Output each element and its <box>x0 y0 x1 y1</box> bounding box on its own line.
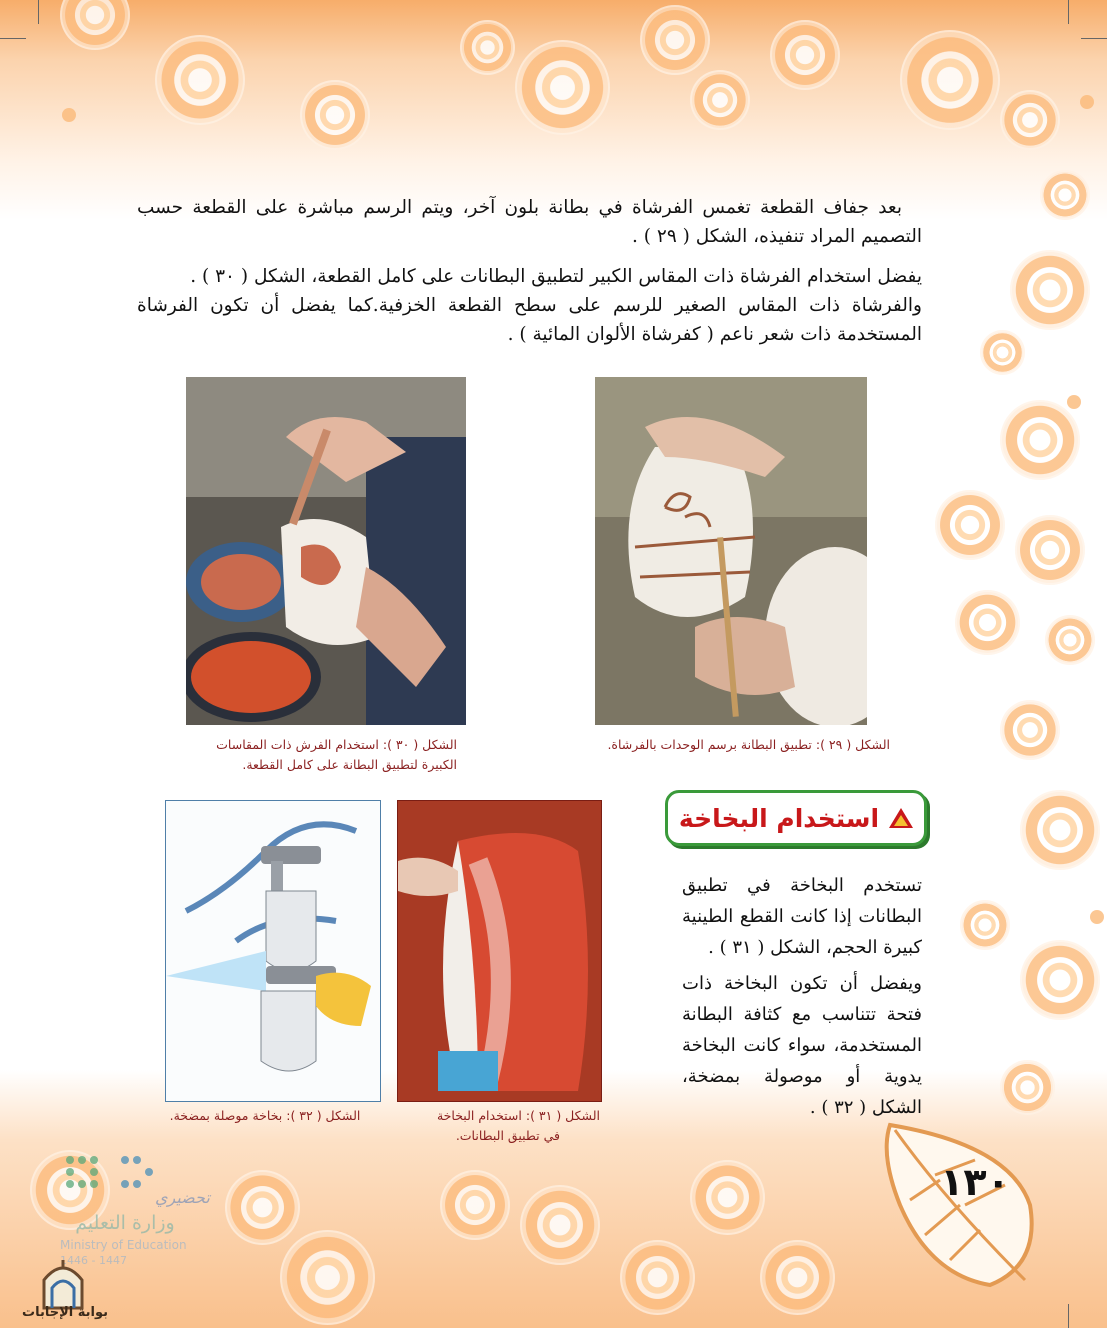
section-paragraph-2: ويفضل أن تكون البخاخة ذات فتحة تتناسب مع كثافة البطانة المستخدمة، سواء كانت البخاخة يدوية أو موصولة بمضخة، الشكل ( ٣٢ ) . <box>682 973 922 1118</box>
section-paragraph-1-text: تستخدم البخاخة في تطبيق البطانات إذا كانت القطع الطينية كبيرة الحجم، الشكل ( ٣١ ) . <box>682 875 922 958</box>
ministry-logo <box>55 1150 235 1270</box>
site-logo-icon <box>40 1258 86 1310</box>
figure-32-illustration <box>165 800 381 1102</box>
figure-31-caption-line: في تطبيق البطانات. <box>455 1128 560 1143</box>
paragraph-1: بعد جفاف القطعة تغمس الفرشاة في بطانة بلون آخر، ويتم الرسم مباشرة على القطعة حسب التصميم المراد تنفيذه، الشكل ( ٢٩ ) . <box>137 197 922 247</box>
paragraph-3: والفرشاة ذات المقاس الصغير للرسم على سطح القطعة الخزفية.كما يفضل أن تكون الفرشاة المستخدمة ذات شعر ناعم ( كفرشاة الألوان المائية ) . <box>137 295 922 345</box>
figure-29-photo <box>595 377 867 725</box>
ministry-name-en: Ministry of Education <box>60 1238 187 1252</box>
figure-31-caption <box>395 1106 600 1146</box>
crop-mark <box>38 0 39 24</box>
site-label: بوابة الإجابات <box>22 1305 108 1320</box>
crop-mark <box>1081 38 1107 39</box>
paragraph-2: يفضل استخدام الفرشاة ذات المقاس الكبير لتطبيق البطانات على كامل القطعة، الشكل ( ٣٠ ) . <box>190 266 922 287</box>
figure-30-caption <box>185 735 457 775</box>
academic-year: 1446 - 1447 <box>60 1254 127 1267</box>
crop-mark <box>1068 1304 1069 1328</box>
figure-32-caption: الشكل ( ٣٢ ): بخاخة موصلة بمضخة. <box>169 1108 361 1123</box>
crop-mark <box>1068 0 1069 24</box>
figure-30-photo <box>186 377 466 725</box>
section-paragraph-1 <box>682 870 922 963</box>
figure-30-caption-line: الكبيرة لتطبيق البطانة على كامل القطعة. <box>242 757 457 772</box>
ministry-name-ar: وزارة التعليم <box>75 1212 175 1234</box>
figure-31-caption-line: الشكل ( ٣١ ): استخدام البخاخة <box>436 1108 600 1123</box>
section-title: استخدام البخاخة <box>678 803 880 833</box>
triangle-icon <box>889 808 913 828</box>
page-number: ١٣٠ <box>940 1160 1010 1204</box>
figure-31-photo <box>397 800 602 1102</box>
section-title-box <box>665 790 927 846</box>
figure-30-caption-line: الشكل ( ٣٠ ): استخدام الفرش ذات المقاسات <box>216 737 457 752</box>
crop-mark <box>0 38 26 39</box>
page-number-leaf <box>880 1120 1040 1290</box>
figure-29-caption: الشكل ( ٢٩ ): تطبيق البطانة برسم الوحدات بالفرشاة. <box>607 737 890 752</box>
tahdeeri-label: تحضيري <box>155 1188 210 1207</box>
